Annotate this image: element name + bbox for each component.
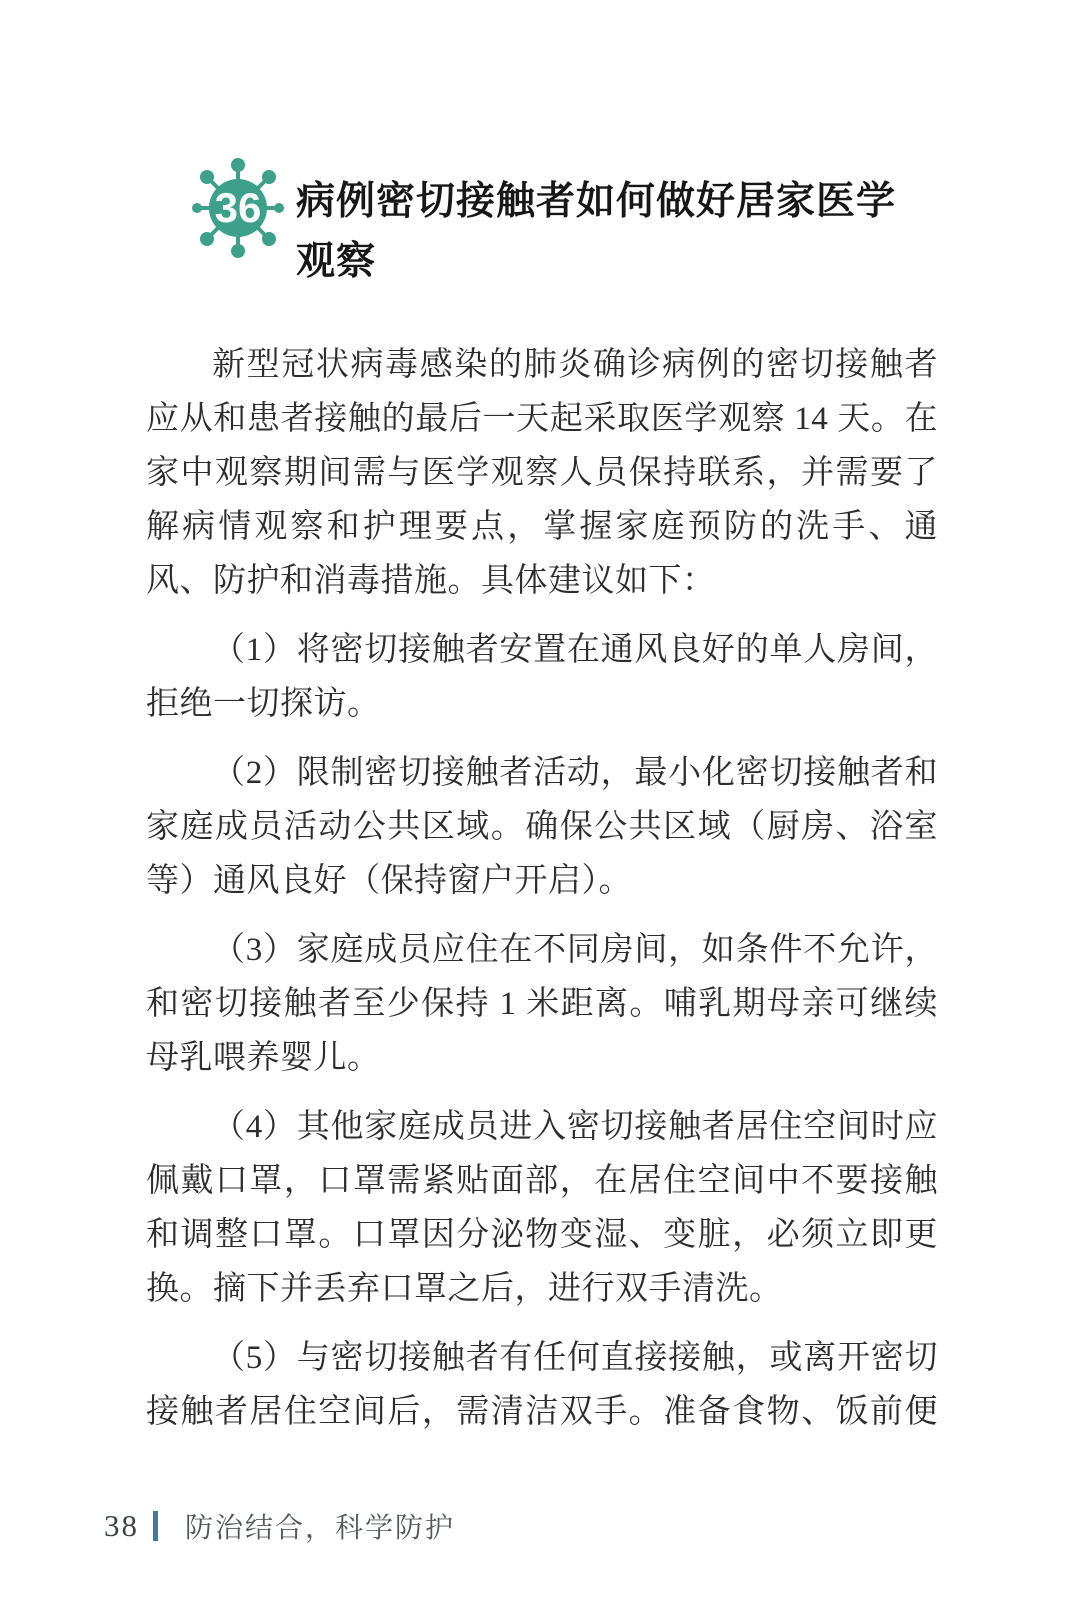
paragraph-item-3: （3）家庭成员应住在不同房间，如条件不允许，和密切接触者至少保持 1 米距离。哺乳期母亲可继续母乳喂养婴儿。 <box>146 932 938 1076</box>
paragraph-item-2: （2）限制密切接触者活动，最小化密切接触者和家庭成员活动公共区域。确保公共区域（厨房、浴室等）通风良好（保持窗户开启）。 <box>146 755 938 899</box>
body-text <box>146 338 938 1439</box>
paragraph-item-4: （4）其他家庭成员进入密切接触者居住空间时应佩戴口罩，口罩需紧贴面部，在居住空间中不要接触和调整口罩。口罩因分泌物变湿、变脏，必须立即更换。摘下并丢弃口罩之后，进行双手清洗。 <box>146 1109 938 1307</box>
paragraph-item-1: （1）将密切接触者安置在通风良好的单人房间，拒绝一切探访。 <box>146 632 938 722</box>
section-header <box>186 156 901 292</box>
virus-badge-icon <box>186 156 290 260</box>
paragraph-intro: 新型冠状病毒感染的肺炎确诊病例的密切接触者应从和患者接触的最后一天起采取医学观察 14 天。在家中观察期间需与医学观察人员保持联系，并需要了解病情观察和护理要点，掌握家庭预防的洗手、通风、防护和消毒措施。具体建议如下： <box>146 347 938 599</box>
page-title: 病例密切接触者如何做好居家医学观察 <box>296 180 897 283</box>
footer-divider <box>153 1511 158 1541</box>
section-number: 36 <box>214 184 262 231</box>
page-footer <box>104 1506 455 1546</box>
footer-slogan: 防治结合，科学防护 <box>185 1512 456 1543</box>
paragraph-item-5: （5）与密切接触者有任何直接接触，或离开密切接触者居住空间后，需清洁双手。准备食物、饭前便 <box>146 1340 938 1430</box>
page-number: 38 <box>104 1508 139 1543</box>
